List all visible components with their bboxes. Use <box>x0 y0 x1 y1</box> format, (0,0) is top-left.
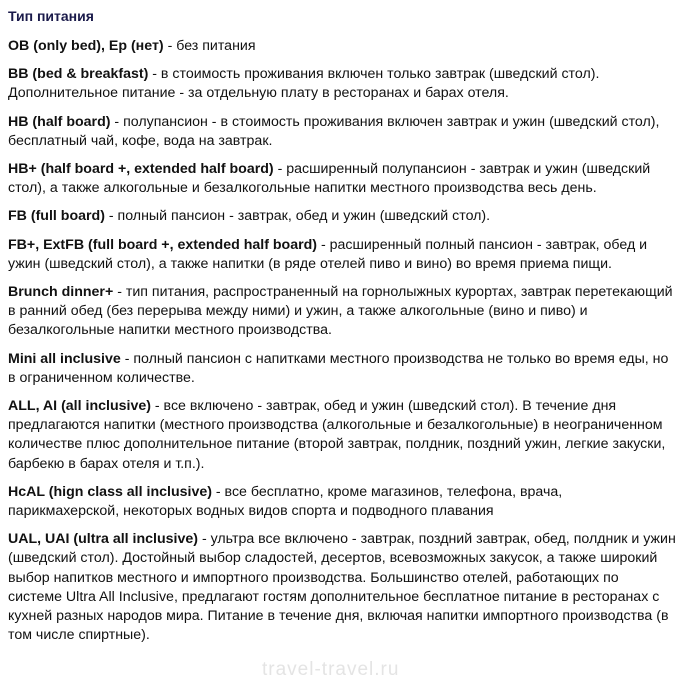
meal-type-entry-hcal <box>8 483 676 521</box>
meal-type-term: BB (bed & breakfast) <box>8 66 149 83</box>
meal-type-term: HB (half board) <box>8 113 111 130</box>
meal-type-term: ALL, AI (all inclusive) <box>8 398 151 415</box>
meal-type-entry-brunch <box>8 283 676 341</box>
site-watermark: travel-travel.ru <box>262 659 400 680</box>
meal-type-description: - полный пансион - завтрак, обед и ужин (шведский стол). <box>104 208 491 225</box>
meal-type-term: HB+ (half board +, extended half board) <box>8 161 274 178</box>
meal-type-description: - все бесплатно, кроме магазинов, телефона, врача, парикмахерской, некоторых водных видов спорта и подводного плавания <box>8 483 563 520</box>
meal-type-term: UAL, UAI (ultra all inclusive) <box>8 531 198 548</box>
meal-type-description: - в стоимость проживания включен только завтрак (шведский стол). Дополнительное питание - за отдельную плату в ресторанах и барах отеля. <box>8 66 600 102</box>
meal-type-description: - расширенный полный пансион - завтрак, обед и ужин (шведский стол), а также напитки (в ряде отелей пиво и вино) во время приема пищи. <box>8 236 648 272</box>
meal-type-term: Brunch dinner+ <box>8 284 114 301</box>
meal-type-description: - полный пансион с напитками местного производства не только во время еды, но в ограниченном количестве. <box>8 350 669 386</box>
meal-type-description: - все включено - завтрак, обед и ужин (шведский стол). В течение дня предлагаются напитки (местного производства (алкогольные и безалкогольные) в неограниченном количестве плюс дополнительное питание (второй завтрак, полдник, поздний ужин, легкие закуски, барбекю в барах отеля и т.п.). <box>8 398 666 472</box>
meal-type-term: HcAL (hign class all inclusive) <box>8 483 212 500</box>
meal-type-entry-mini-ai <box>8 350 676 388</box>
meal-type-term: OB (only bed), Ep (нет) <box>8 38 164 54</box>
meal-type-description: - полупансион - в стоимость проживания включен завтрак и ужин (шведский стол), бесплатный чай, кофе, вода на завтрак. <box>8 113 660 149</box>
meal-type-description: - без питания <box>163 38 256 54</box>
meal-type-entry-ai <box>8 397 676 474</box>
meal-type-description: - тип питания, распространенный на горнолыжных курортах, завтрак перетекающий в ранний обед (без перерыва между ними) и ужин, а также алкогольные (вино и пиво) и безалкогольные напитки местного производства. <box>8 284 673 339</box>
meal-type-entry-ob <box>8 37 676 56</box>
meal-type-entry-bb <box>8 65 676 103</box>
page-title: Тип питания <box>8 8 94 24</box>
meal-type-term: Mini all inclusive <box>8 350 121 367</box>
meal-type-entry-uai <box>8 530 676 645</box>
meal-type-entry-hb <box>8 113 676 151</box>
meal-type-term: FB+, ExtFB (full board +, extended half board) <box>8 236 318 253</box>
meal-type-description: - ультра все включено - завтрак, поздний завтрак, обед, полдник и ужин (шведский стол). Достойный выбор сладостей, десертов, всевозможных закусок, а также широкий выбор напитков местного и импортного производства. Большинство отелей, работающих по системе Ultra All Inclusive, предлагают гостям дополнительное бесплатное питание в ресторанах с кухней разных народов мира. Питание в течение дня, включая напитки импортного производства (в том числе спиртные). <box>8 531 676 644</box>
meal-type-term: FB (full board) <box>8 208 105 225</box>
meal-type-entry-hb-plus <box>8 160 676 198</box>
meal-type-entry-fb-plus <box>8 236 676 274</box>
meal-type-entry-fb <box>8 207 676 226</box>
meal-type-description: - расширенный полупансион - завтрак и ужин (шведский стол), а также алкогольные и безалкогольные напитки местного производства весь день. <box>8 161 651 197</box>
